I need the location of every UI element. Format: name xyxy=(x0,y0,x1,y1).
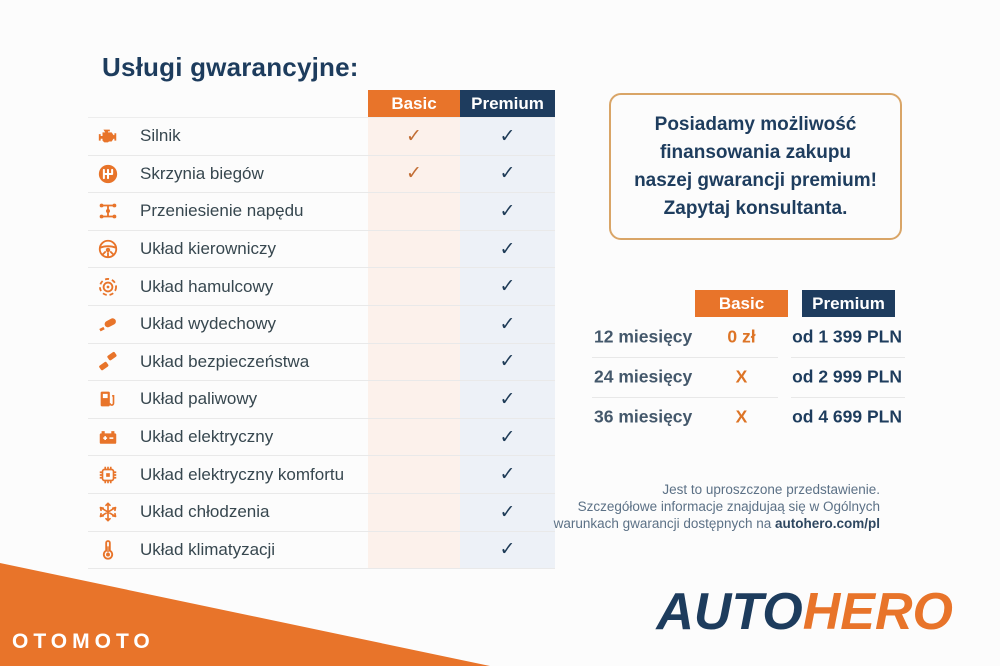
snowflake-icon xyxy=(96,500,120,524)
pricing-row xyxy=(590,357,905,397)
pricing-table-header xyxy=(590,290,905,317)
basic-cell xyxy=(368,268,460,305)
service-label: Układ elektryczny xyxy=(140,427,274,447)
period-label: 36 miesięcy xyxy=(594,406,693,427)
premium-cell xyxy=(460,419,555,456)
basic-column-header: Basic xyxy=(368,90,460,117)
check-icon: ✓ xyxy=(406,163,422,185)
service-label: Skrzynia biegów xyxy=(140,163,264,183)
check-icon: ✓ xyxy=(499,501,516,523)
check-icon: ✓ xyxy=(499,539,516,561)
basic-cell xyxy=(368,456,460,493)
premium-cell xyxy=(460,381,555,418)
service-label: Układ klimatyzacji xyxy=(140,539,276,559)
pricing-table xyxy=(590,290,905,437)
check-icon: ✓ xyxy=(499,313,516,335)
premium-cell xyxy=(460,118,555,155)
autohero-logo-hero: HERO xyxy=(802,583,953,641)
drivetrain-icon xyxy=(96,199,120,223)
period-label: 24 miesięcy xyxy=(594,366,693,387)
basic-cell xyxy=(368,344,460,381)
service-label: Układ hamulcowy xyxy=(140,276,274,296)
check-icon: ✓ xyxy=(499,125,516,147)
premium-cell xyxy=(460,231,555,268)
basic-cell xyxy=(368,306,460,343)
basic-price: 0 zł xyxy=(727,326,756,347)
otomoto-logo: OTOMOTO xyxy=(12,630,155,653)
table-row xyxy=(88,494,555,532)
service-label: Układ wydechowy xyxy=(140,314,277,334)
table-row xyxy=(88,306,555,344)
service-label: Układ elektryczny komfortu xyxy=(140,464,345,484)
autohero-logo-auto: AUTO xyxy=(656,583,803,641)
check-icon: ✓ xyxy=(499,163,516,185)
premium-price: od 1 399 PLN xyxy=(792,326,902,347)
chip-icon xyxy=(96,463,120,487)
brake-icon xyxy=(96,275,120,299)
premium-price-header: Premium xyxy=(802,290,895,317)
basic-price: X xyxy=(735,406,748,427)
service-label: Układ bezpieczeństwa xyxy=(140,351,310,371)
check-icon: ✓ xyxy=(406,125,422,147)
disclaimer-line: Szczegółowe informacje znajdujaą się w Ogólnych xyxy=(577,499,880,514)
financing-promo-box xyxy=(609,93,902,240)
premium-cell xyxy=(460,193,555,230)
pricing-row xyxy=(590,397,905,437)
premium-cell xyxy=(460,306,555,343)
basic-cell xyxy=(368,231,460,268)
table-row xyxy=(88,231,555,269)
basic-cell xyxy=(368,494,460,531)
premium-cell xyxy=(460,268,555,305)
check-icon: ✓ xyxy=(499,464,516,486)
premium-cell xyxy=(460,344,555,381)
premium-price: od 2 999 PLN xyxy=(792,366,902,387)
warranty-rows xyxy=(88,117,555,569)
premium-cell xyxy=(460,532,555,569)
table-row xyxy=(88,118,555,156)
promo-text-line: Posiadamy możliwość xyxy=(654,113,857,135)
basic-cell xyxy=(368,156,460,193)
basic-cell xyxy=(368,532,460,569)
table-row xyxy=(88,456,555,494)
check-icon: ✓ xyxy=(499,238,516,260)
warranty-table xyxy=(88,90,555,569)
table-row xyxy=(88,156,555,194)
premium-price: od 4 699 PLN xyxy=(792,406,902,427)
basic-cell xyxy=(368,419,460,456)
service-label: Silnik xyxy=(140,126,181,146)
service-label: Układ chłodzenia xyxy=(140,502,270,522)
table-row xyxy=(88,193,555,231)
page-title: Usługi gwarancyjne: xyxy=(102,52,359,82)
check-icon: ✓ xyxy=(499,388,516,410)
check-icon: ✓ xyxy=(499,426,516,448)
pricing-rows xyxy=(590,317,905,437)
engine-icon xyxy=(96,124,120,148)
basic-cell xyxy=(368,118,460,155)
table-row xyxy=(88,381,555,419)
gearbox-icon xyxy=(96,162,120,186)
basic-price-header: Basic xyxy=(695,290,788,317)
exhaust-icon xyxy=(96,312,120,336)
basic-price: X xyxy=(735,366,748,387)
seatbelt-icon xyxy=(96,350,120,374)
premium-cell xyxy=(460,156,555,193)
autohero-url-link[interactable]: autohero.com/pl xyxy=(774,516,880,531)
promo-text-line: Zapytaj konsultanta. xyxy=(663,197,848,219)
promo-text-line: finansowania zakupu xyxy=(659,141,852,163)
fuel-pump-icon xyxy=(96,387,120,411)
disclaimer-line: Jest to uproszczone przedstawienie. xyxy=(662,482,880,497)
warranty-table-header xyxy=(88,90,555,117)
basic-cell xyxy=(368,381,460,418)
battery-icon xyxy=(96,425,120,449)
disclaimer-line: warunkach gwarancji dostępnych na xyxy=(553,516,775,531)
thermometer-icon xyxy=(96,538,120,562)
table-row xyxy=(88,419,555,457)
check-icon: ✓ xyxy=(499,351,516,373)
autohero-logo xyxy=(656,582,953,642)
service-label: Układ kierowniczy xyxy=(140,239,277,259)
premium-column-header: Premium xyxy=(460,90,555,117)
service-label: Przeniesienie napędu xyxy=(140,201,304,221)
table-row xyxy=(88,344,555,382)
steering-wheel-icon xyxy=(96,237,120,261)
promo-text-line: naszej gwarancji premium! xyxy=(634,169,877,191)
period-label: 12 miesięcy xyxy=(594,326,693,347)
disclaimer-text xyxy=(500,481,880,532)
check-icon: ✓ xyxy=(499,276,516,298)
service-label: Układ paliwowy xyxy=(140,389,258,409)
check-icon: ✓ xyxy=(499,200,516,222)
table-row xyxy=(88,268,555,306)
table-row xyxy=(88,532,555,570)
pricing-row xyxy=(590,317,905,357)
basic-cell xyxy=(368,193,460,230)
